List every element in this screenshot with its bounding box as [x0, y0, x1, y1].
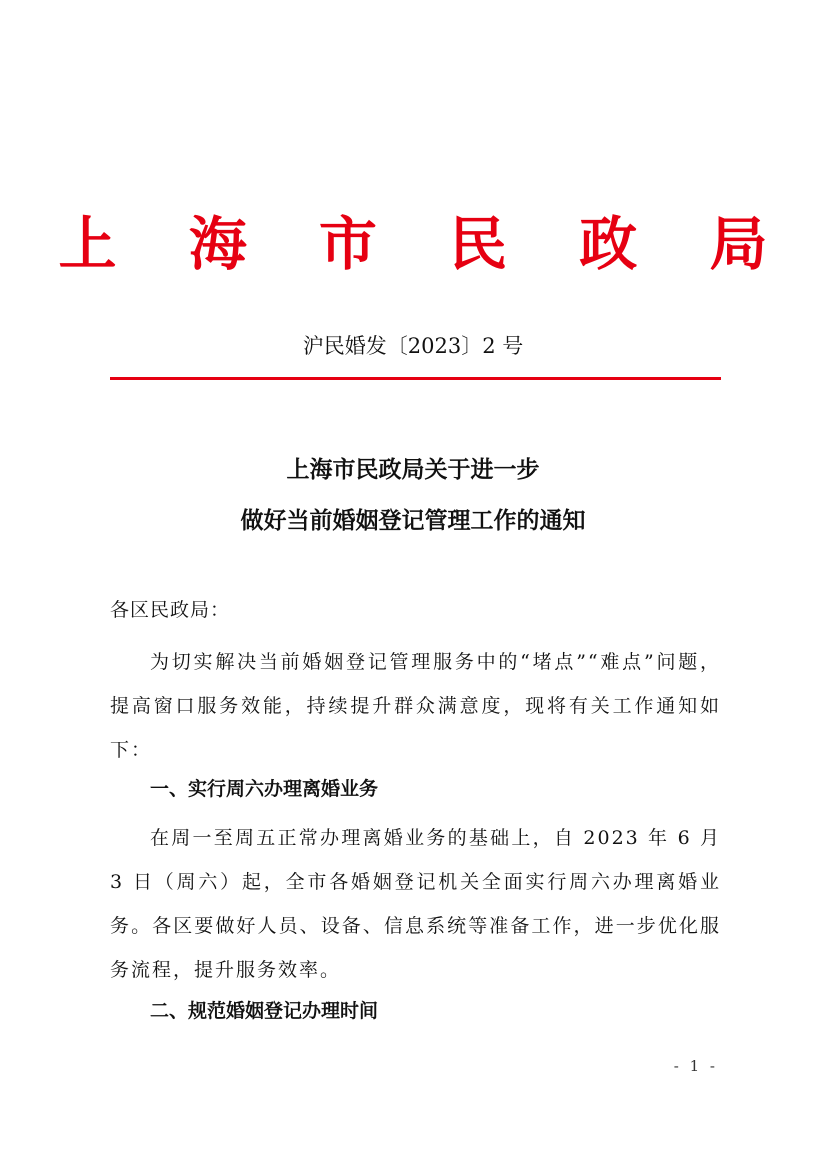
red-divider-line [110, 377, 721, 380]
intro-paragraph: 为切实解决当前婚姻登记管理服务中的“堵点”“难点”问题，提高窗口服务效能，持续提升群众满意度，现将有关工作通知如下： [110, 651, 721, 761]
document-title-line-1: 上海市民政局关于进一步 [286, 457, 540, 483]
section-heading-2: 二、规范婚姻登记办理时间 [150, 1000, 379, 1022]
document-number: 沪民婚发〔2023〕2 号 [302, 334, 524, 358]
page-number: - 1 - [673, 1057, 718, 1075]
document-title-line-2: 做好当前婚姻登记管理工作的通知 [240, 508, 586, 534]
masthead-title: 上 海 市 民 政 局 [58, 210, 794, 278]
section-1-paragraph: 在周一至周五正常办理离婚业务的基础上，自 2023 年 6 月 3 日（周六）起，全市各婚姻登记机关全面实行周六办理离婚业务。各区要做好人员、设备、信息系统等准备工作，进一步优化服务流程，提升服务效率。 [110, 827, 721, 981]
section-heading-1: 一、实行周六办理离婚业务 [150, 778, 379, 800]
salutation: 各区民政局： [110, 599, 231, 621]
